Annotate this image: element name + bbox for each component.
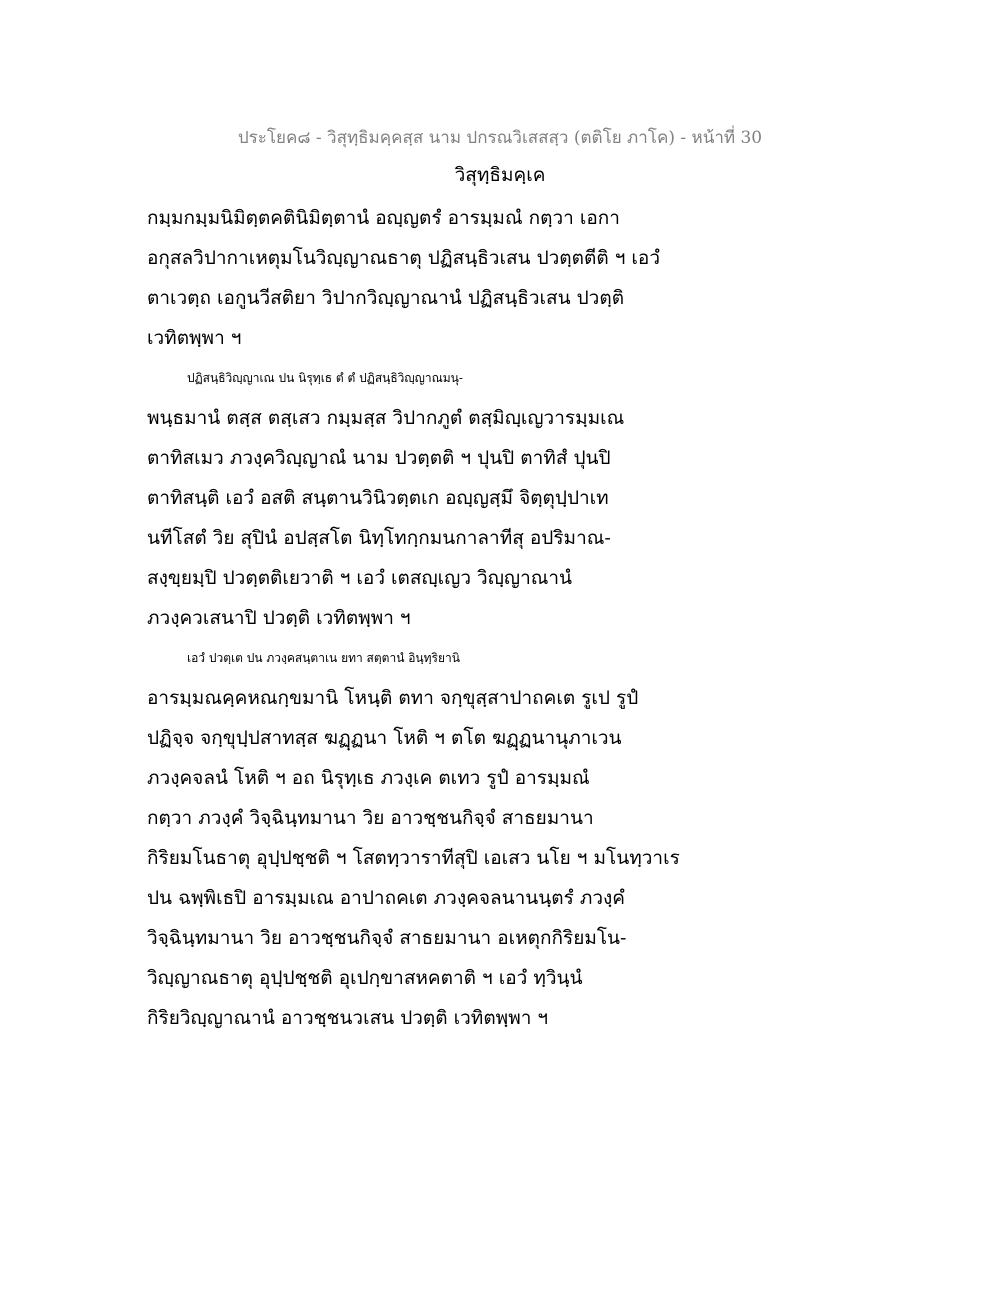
text-line: อารมฺมณคฺคหณกฺขมานิ โหนฺติ ตทา จกฺขุสฺสาปาถคเต รูเป รูปํ [147, 687, 639, 709]
text-line: ปฏิจฺจ จกฺขุปฺปสาทสฺส ฆฏฺฏนา โหติ ฯ ตโต ฆฏฺฏนานุภาเวน [147, 727, 622, 749]
text-line: กมฺมกมฺมนิมิตฺตคตินิมิตฺตานํ อญฺญตรํ อารมฺมณํ กตฺวา เอกา [147, 207, 620, 229]
paragraph-3 [147, 638, 707, 1038]
text-line: ปน ฉพฺพิเธปิ อารมฺมเณ อาปาถคเต ภวงฺคจลนานนฺตรํ ภวงฺคํ [147, 887, 626, 909]
paragraph-2 [147, 358, 707, 638]
text-line: เวทิตพฺพา ฯ [147, 327, 242, 349]
paragraph-1 [147, 198, 707, 358]
text-line: กิริยวิญฺญาณานํ อาวชฺชนวเสน ปวตฺติ เวทิตพฺพา ฯ [147, 1007, 549, 1029]
text-line: ตาทิสนฺติ เอวํ อสติ สนฺตานวินิวตฺตเก อญฺญสฺมึ จิตฺตุปฺปาเท [147, 487, 609, 509]
text-line: นทีโสตํ วิย สุปินํ อปสฺสโต นิทฺโทกฺกมนกาลาทีสุ อปริมาณ- [147, 527, 611, 549]
text-line: ภวงฺควเสนาปิ ปวตฺติ เวทิตพฺพา ฯ [147, 607, 411, 629]
text-line: เอวํ ปวตฺเต ปน ภวงฺคสนฺตาเน ยทา สตฺตานํ อินฺทฺริยานิ [187, 651, 460, 665]
body-text [147, 198, 707, 1038]
text-line: กิริยมโนธาตุ อุปฺปชฺชติ ฯ โสตทฺวาราทีสุปิ เอเสว นโย ฯ มโนทฺวาเร [147, 847, 680, 869]
text-line: พนฺธมานํ ตสฺส ตสฺเสว กมฺมสฺส วิปากภูตํ ตสฺมิญฺเญวารมฺมเณ [147, 407, 625, 429]
text-line: ปฏิสนฺธิวิญฺญาเณ ปน นิรุทฺเธ ตํ ตํ ปฏิสนฺธิวิญฺญาณมนุ- [187, 371, 463, 385]
text-line: สงฺขฺยมฺปิ ปวตฺตติเยวาติ ฯ เอวํ เตสญฺเญว วิญฺญาณานํ [147, 567, 573, 589]
text-line: ตาเวตฺถ เอกูนวีสติยา วิปากวิญฺญาณานํ ปฏิสนฺธิวเสน ปวตฺติ [147, 287, 625, 309]
text-line: วิจฺฉินฺทมานา วิย อาวชฺชนกิจฺจํ สาธยมานา อเหตุกกิริยมโน- [147, 927, 627, 949]
text-line: อกุสลวิปากาเหตุมโนวิญฺญาณธาตุ ปฏิสนฺธิวเสน ปวตฺตตีติ ฯ เอวํ [147, 247, 660, 269]
text-line: วิญฺญาณธาตุ อุปฺปชฺชติ อุเปกฺขาสหคตาติ ฯ เอวํ ทฺวินฺนํ [147, 967, 583, 989]
text-line: ภวงฺคจลนํ โหติ ฯ อถ นิรุทฺเธ ภวงฺเค ตเทว รูปํ อารมฺมณํ [147, 767, 590, 789]
text-line: ตาทิสเมว ภวงฺควิญฺญาณํ นาม ปวตฺตติ ฯ ปุนปิ ตาทิสํ ปุนปิ [147, 447, 611, 469]
section-title: วิสุทฺธิมคฺเค [454, 164, 546, 186]
running-header: ประโยค๘ - วิสุทฺธิมคฺคสฺส นาม ปกรณวิเสสสฺว (ตติโย ภาโค) - หน้าที่ 30 [237, 128, 763, 148]
text-line: กตฺวา ภวงฺคํ วิจฺฉินฺทมานา วิย อาวชฺชนกิจฺจํ สาธยมานา [147, 807, 594, 829]
